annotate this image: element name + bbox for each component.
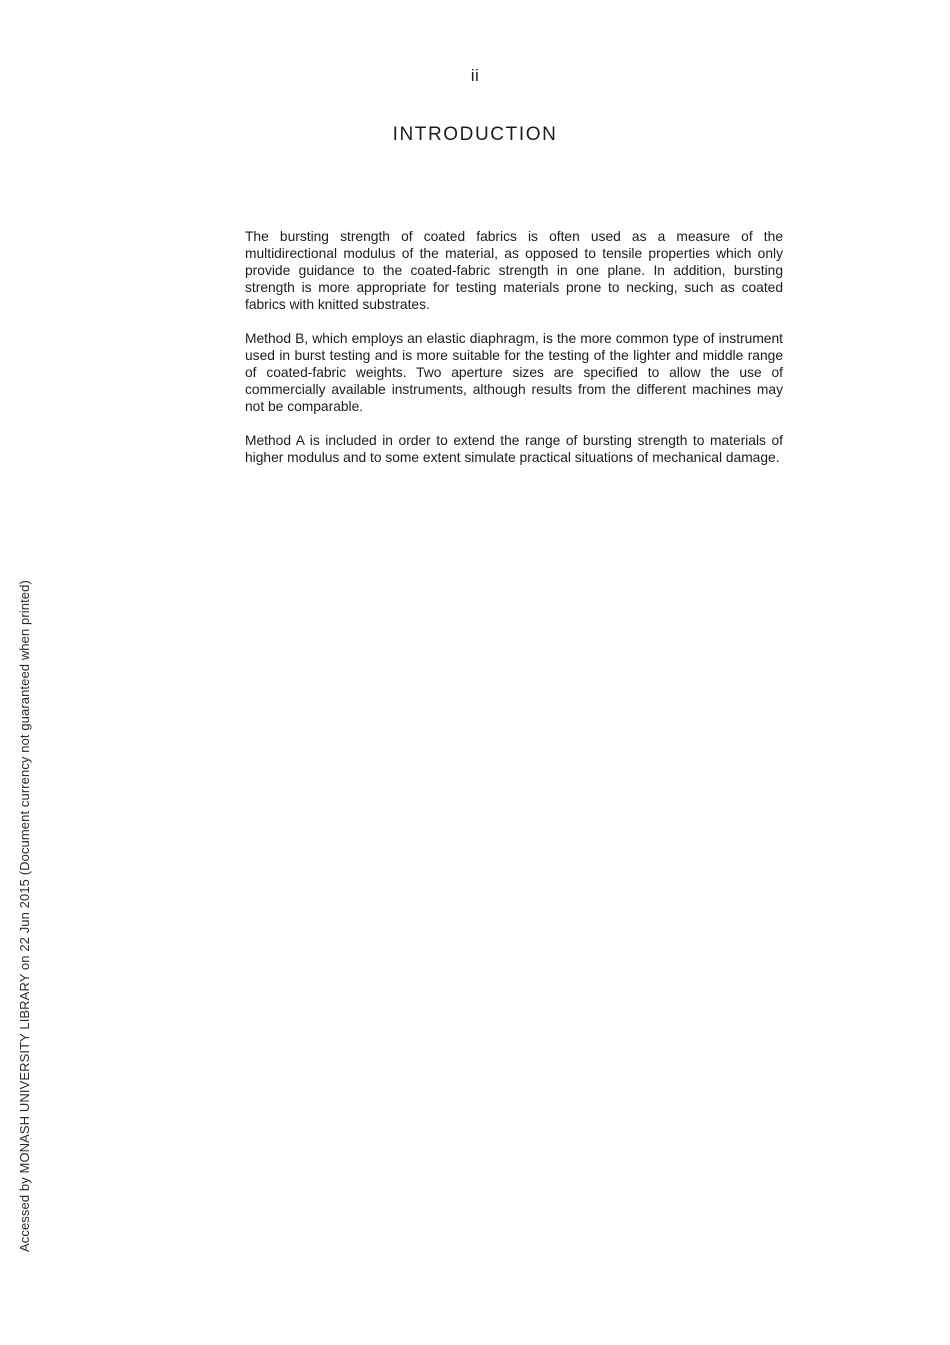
- page-title: INTRODUCTION: [392, 124, 558, 145]
- library-access-watermark: Accessed by MONASH UNIVERSITY LIBRARY on 22 Jun 2015 (Document currency not guaranteed when printed): [17, 580, 32, 1252]
- introduction-body: [245, 228, 783, 483]
- paragraph: Method A is included in order to extend the range of bursting strength to materials of higher modulus and to some extent simulate practical situations of mechanical damage.: [245, 433, 783, 465]
- paragraph: The bursting strength of coated fabrics is often used as a measure of the multidirectional modulus of the material, as opposed to tensile properties which only provide guidance to the coated-fabric strength in one plane. In addition, bursting strength is more appropriate for testing materials prone to necking, such as coated fabrics with knitted substrates.: [245, 229, 783, 312]
- paragraph: Method B, which employs an elastic diaphragm, is the more common type of instrument used in burst testing and is more suitable for the testing of the lighter and middle range of coated-fabric weights. Two aperture sizes are specified to allow the use of commercially available instruments, although results from the different machines may not be comparable.: [245, 331, 783, 414]
- page-number: ii: [470, 66, 480, 85]
